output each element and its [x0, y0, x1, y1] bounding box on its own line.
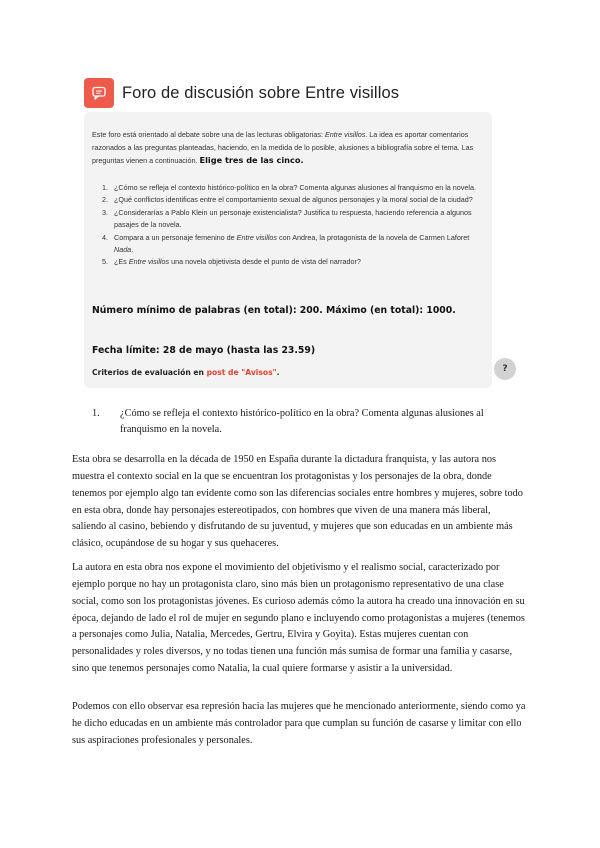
question-text: ¿Considerarías a Pablo Klein un personaje existencialista? Justifica tu respuesta, haciendo referencia a algunos pasajes de la novela. [114, 207, 472, 230]
answer-paragraph: Podemos con ello observar esa represión hacia las mujeres que he mencionado anteriormente, siendo como ya he dicho educadas en un ambiente más controlador para que cumplan su función de casarse y limitar con ello sus aspiraciones profesionales y personales. [72, 701, 526, 746]
question-text: Compara a un personaje femenino de Entre visillos con Andrea, la protagonista de la novela de Carmen Laforet Nada. [114, 232, 470, 255]
question-number: 1. [102, 183, 108, 192]
book-title: Nada [114, 245, 132, 255]
question-text: ¿Cómo se refleja el contexto histórico-político en la obra? Comenta algunas alusiones al franquismo en la novela. [114, 183, 476, 192]
answer-question-text: ¿Cómo se refleja el contexto histórico-político en la obra? Comenta algunas alusiones al franquismo en la novela. [120, 408, 484, 435]
question-number: 3. [102, 207, 108, 217]
answer-paragraph: La autora en esta obra nos expone el movimiento del objetivismo y el realismo social, caracterizado por ejemplo porque no hay un protagonista claro, sino más bien un protagonismo representativo de una clase social, como son los protagonistas jóvenes. Es curioso además cómo la autora ha creado una innovación en su época, dejando de lado el rol de mujer en segundo plano e incluyendo como protagonistas a mujeres (tenemos a personajes como Julia, Natalia, Mercedes, Gertru, Elvira y Goyita). Estas mujeres cuentan con personalidades y roles diversos, y no todas tienen una función más sumisa de formar una familia y casarse, sino que tenemos personajes como Natalia, la cual quiere formarse y asistir a la universidad. [72, 562, 525, 675]
intro-instruction: Elige tres de las cinco. [199, 155, 304, 166]
question-number: 2. [102, 195, 108, 205]
avisos-post-link[interactable]: post de "Avisos" [206, 368, 277, 377]
book-title: Entre visillos [236, 232, 278, 242]
intro-paragraph [92, 129, 488, 168]
page-title: Foro de discusión sobre Entre visillos [122, 83, 400, 102]
intro-text: Este foro está orientado al debate sobre una de las lecturas obligatorias: [92, 130, 325, 139]
book-title: Entre visillos [128, 257, 170, 267]
answer-question-number: 1. [92, 408, 100, 419]
intro-text-continued: . La idea es aportar comentarios razonados a las preguntas planteadas, haciendo, en la medida de lo posible, alusiones a bibliografía sobre el tema. Las preguntas vienen a continuación. [92, 130, 474, 166]
deadline: Fecha límite: 28 de mayo (hasta las 23.59) [92, 345, 316, 356]
question-item [94, 256, 484, 268]
help-button[interactable]: ? [494, 358, 516, 380]
word-limits: Número mínimo de palabras (en total): 200. Máximo (en total): 1000. [92, 305, 456, 316]
chat-bubble-icon [84, 78, 114, 108]
intro-book-title: Entre visillos [324, 130, 366, 139]
question-item [94, 182, 484, 194]
answer-paragraph: Esta obra se desarrolla en la década de 1950 en España durante la dictadura franquista, y las autora nos muestra el contexto social en la que se encuentran los protagonistas y los personajes de la obra, donde tenemos por ejemplo algo tan evidente como son las diferencias sociales entre hombres y mujeres, sobre todo en esta obra, donde hay personajes estereotipados, con hombres que viven de una manera más liberal, saliendo al casino, bebiendo y disfrutando de su juventud, y mujeres que son educadas en un ambiente más clásico, ocupándose de su hogar y sus quehaceres. [72, 454, 523, 550]
question-number: 5. [102, 257, 108, 267]
forum-header [84, 78, 399, 108]
question-text: ¿Es Entre visillos una novela objetivista desde el punto de vista del narrador? [114, 257, 361, 267]
question-item [94, 207, 484, 232]
answer-question [92, 406, 512, 438]
question-item [94, 232, 484, 257]
question-text: ¿Qué conflictos identificas entre el comportamiento sexual de algunos personajes y la moral social de la ciudad? [114, 195, 473, 205]
question-number: 4. [102, 232, 108, 242]
forum-description-panel [84, 112, 492, 388]
evaluation-criteria: Criterios de evaluación en post de "Avisos". [92, 368, 280, 377]
question-list [94, 182, 484, 269]
question-item [94, 194, 484, 206]
